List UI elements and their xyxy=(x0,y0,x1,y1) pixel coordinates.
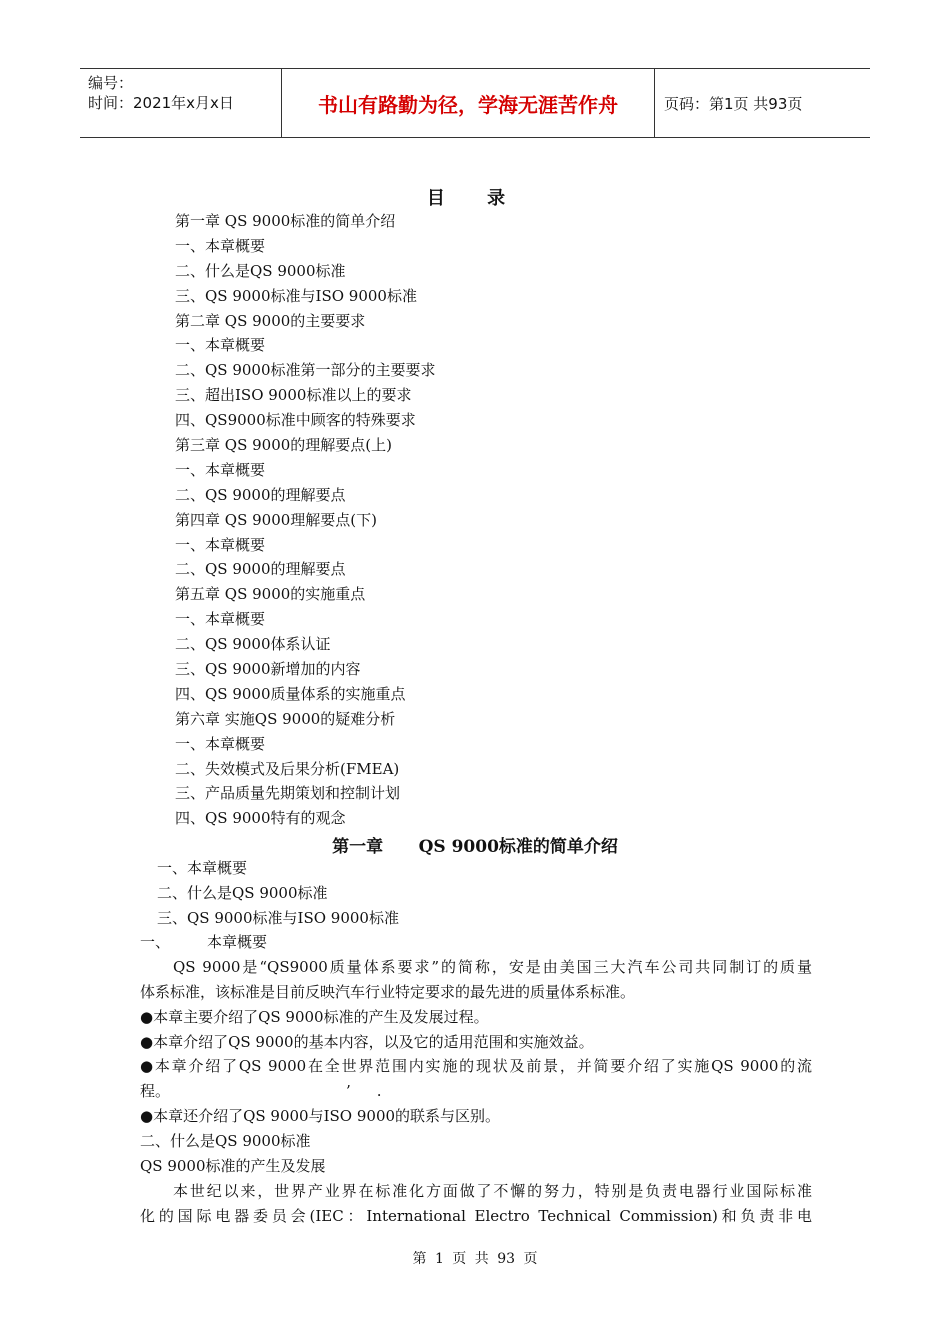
chapter-sub-list xyxy=(157,856,399,931)
toc-item[interactable]: 第四章 QS 9000理解要点(下) xyxy=(175,510,377,529)
number-label: 编号： xyxy=(88,74,134,92)
toc-title: 目 录 xyxy=(426,188,524,209)
page-header-table xyxy=(80,68,870,138)
chapter-sub-item: 一、本章概要 xyxy=(157,859,248,877)
toc-item[interactable]: 第一章 QS 9000标准的简单介绍 xyxy=(175,212,396,230)
toc-item[interactable]: 一、本章概要 xyxy=(175,336,266,355)
bullet-item: ●本章还介绍了QS 9000与ISO 9000的联系与区别。 xyxy=(140,1107,501,1126)
chapter-sub-item: 三、QS 9000标准与ISO 9000标准 xyxy=(157,908,399,927)
bullet-item: ●本章介绍了QS 9000在全世界范围内实施的现状及前景，并简要介绍了实施QS 9000的流 xyxy=(140,1057,812,1076)
motto-cell xyxy=(282,69,655,137)
toc-item[interactable]: 一、本章概要 xyxy=(175,460,266,479)
motto-text: 书山有路勤为径，学海无涯苦作舟 xyxy=(318,92,618,117)
toc-item[interactable]: 第五章 QS 9000的实施重点 xyxy=(175,585,366,604)
toc-item[interactable]: 一、本章概要 xyxy=(175,610,266,629)
paragraph-line: 化的国际电器委员会(IEC：International Electro Technical Commission)和负责非电 xyxy=(140,1206,812,1225)
section-title: 本章概要 xyxy=(207,933,268,951)
toc-item[interactable]: 三、超出ISO 9000标准以上的要求 xyxy=(175,386,412,405)
body-text xyxy=(140,930,812,1229)
bullet-item: ●本章主要介绍了QS 9000标准的产生及发展过程。 xyxy=(140,1007,489,1026)
toc-item[interactable]: 第六章 实施QS 9000的疑难分析 xyxy=(175,709,396,728)
toc-item[interactable]: 二、QS 9000的理解要点 xyxy=(175,485,346,504)
toc-item[interactable]: 四、QS 9000特有的观念 xyxy=(175,809,346,828)
toc-item[interactable]: 二、什么是QS 9000标准 xyxy=(175,261,346,280)
toc-item[interactable]: 四、QS 9000质量体系的实施重点 xyxy=(175,684,406,703)
bullet-item: ●本章介绍了QS 9000的基本内容，以及它的适用范围和实施效益。 xyxy=(140,1032,594,1051)
toc-item[interactable]: 二、QS 9000的理解要点 xyxy=(175,560,346,579)
table-of-contents xyxy=(175,209,436,831)
chapter-title: 第一章 QS 9000标准的简单介绍 xyxy=(332,837,618,857)
section-number: 一、 xyxy=(140,933,171,951)
page-info-text: 页码：第1页 共93页 xyxy=(664,94,803,113)
stray-dot: . xyxy=(376,1082,382,1101)
paragraph-line: QS 9000是“QS9000质量体系要求”的简称，安是由美国三大汽车公司共同制订的质量 xyxy=(173,957,812,976)
toc-item[interactable]: 一、本章概要 xyxy=(175,734,266,753)
paragraph-line: 体系标准，该标准是目前反映汽车行业特定要求的最先进的质量体系标准。 xyxy=(140,982,636,1001)
toc-item[interactable]: 三、QS 9000新增加的内容 xyxy=(175,660,361,679)
toc-item[interactable]: 二、QS 9000标准第一部分的主要要求 xyxy=(175,361,436,380)
page-info-cell xyxy=(655,69,870,137)
toc-item[interactable]: 第二章 QS 9000的主要要求 xyxy=(175,311,366,330)
chapter-sub-item: 二、什么是QS 9000标准 xyxy=(157,883,328,902)
section-heading xyxy=(140,930,812,955)
bullet-continuation xyxy=(140,1079,812,1104)
toc-item[interactable]: 一、本章概要 xyxy=(175,535,266,554)
toc-item[interactable]: 二、QS 9000体系认证 xyxy=(175,635,331,654)
time-label: 时间：2021年x月x日 xyxy=(88,94,234,112)
toc-item[interactable]: 第三章 QS 9000的理解要点(上) xyxy=(175,436,392,455)
toc-item[interactable]: 三、QS 9000标准与ISO 9000标准 xyxy=(175,286,417,305)
paragraph-line: 本世纪以来，世界产业界在标准化方面做了不懈的努力，特别是负责电器行业国际标准 xyxy=(173,1181,812,1200)
subsection-heading: QS 9000标准的产生及发展 xyxy=(140,1157,326,1176)
stray-mark: ’ xyxy=(346,1082,351,1101)
toc-item[interactable]: 四、QS9000标准中顾客的特殊要求 xyxy=(175,411,416,430)
toc-item[interactable]: 一、本章概要 xyxy=(175,236,266,255)
toc-item[interactable]: 二、失效模式及后果分析(FMEA) xyxy=(175,759,400,778)
continuation-text: 程。 xyxy=(140,1082,171,1101)
section-heading: 二、什么是QS 9000标准 xyxy=(140,1132,311,1151)
header-meta-cell xyxy=(80,69,282,137)
toc-item[interactable]: 三、产品质量先期策划和控制计划 xyxy=(175,784,401,803)
page-footer: 第 1 页 共 93 页 xyxy=(412,1251,538,1267)
